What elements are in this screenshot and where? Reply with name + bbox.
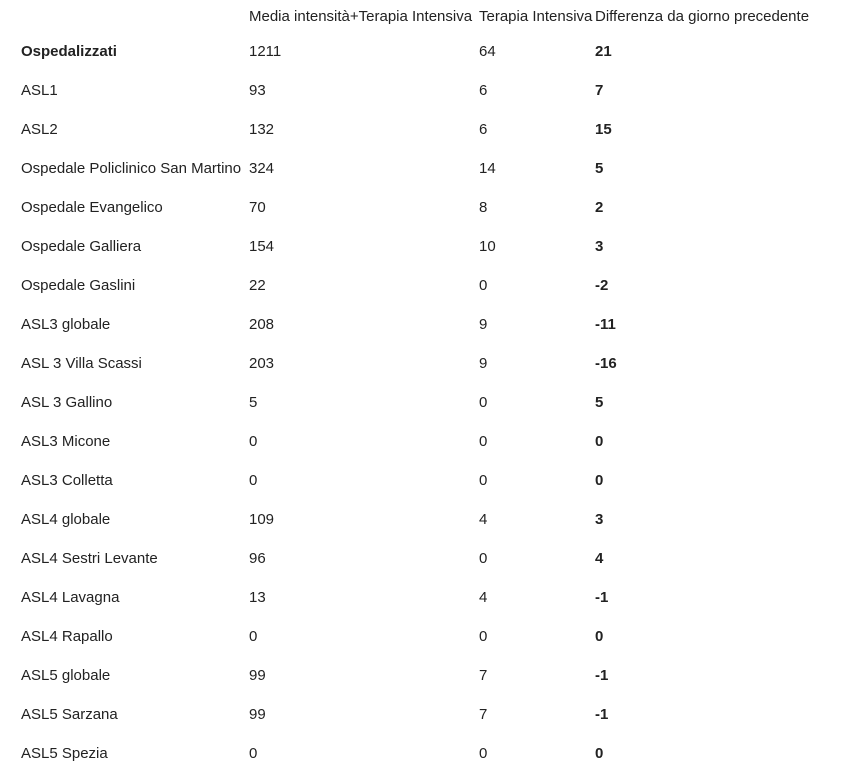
row-terapia-intensiva: 9 xyxy=(479,316,488,333)
row-media-intensita: 1211 xyxy=(249,43,282,60)
row-name: ASL3 globale xyxy=(21,316,111,333)
table-row xyxy=(21,227,835,266)
row-differenza: 2 xyxy=(595,199,604,216)
row-media-intensita: 0 xyxy=(249,628,258,645)
row-terapia-intensiva: 10 xyxy=(479,238,496,255)
row-terapia-intensiva: 7 xyxy=(479,706,488,723)
row-terapia-intensiva: 7 xyxy=(479,667,488,684)
row-terapia-intensiva: 0 xyxy=(479,277,488,294)
row-media-intensita: 99 xyxy=(249,706,266,723)
row-media-intensita: 0 xyxy=(249,472,258,489)
table-row xyxy=(21,344,835,383)
row-name: ASL4 Lavagna xyxy=(21,589,120,606)
row-name: ASL 3 Villa Scassi xyxy=(21,355,142,372)
row-differenza: 3 xyxy=(595,511,604,528)
table-row xyxy=(21,110,835,149)
row-terapia-intensiva: 64 xyxy=(479,43,496,60)
row-differenza: 4 xyxy=(595,550,604,567)
row-differenza: -1 xyxy=(595,667,609,684)
row-terapia-intensiva: 6 xyxy=(479,82,488,99)
row-differenza: 15 xyxy=(595,121,612,138)
header-differenza: Differenza da giorno precedente xyxy=(595,7,810,25)
row-differenza: 0 xyxy=(595,472,604,489)
table-row xyxy=(21,32,835,71)
table-row xyxy=(21,734,835,773)
table-body xyxy=(21,32,835,773)
row-name: Ospedale Evangelico xyxy=(21,199,163,216)
row-terapia-intensiva: 0 xyxy=(479,628,488,645)
row-terapia-intensiva: 6 xyxy=(479,121,488,138)
row-media-intensita: 0 xyxy=(249,433,258,450)
table-row xyxy=(21,461,835,500)
table-row xyxy=(21,71,835,110)
row-name: ASL4 Sestri Levante xyxy=(21,550,158,567)
row-name: Ospedale Gaslini xyxy=(21,277,136,294)
row-media-intensita: 93 xyxy=(249,82,266,99)
row-terapia-intensiva: 0 xyxy=(479,433,488,450)
row-terapia-intensiva: 9 xyxy=(479,355,488,372)
row-media-intensita: 203 xyxy=(249,355,275,372)
row-name: ASL 3 Gallino xyxy=(21,394,113,411)
table-row xyxy=(21,656,835,695)
row-name: ASL4 Rapallo xyxy=(21,628,113,645)
row-differenza: 5 xyxy=(595,160,604,177)
row-media-intensita: 13 xyxy=(249,589,266,606)
row-differenza: 0 xyxy=(595,433,604,450)
row-media-intensita: 109 xyxy=(249,511,275,528)
row-differenza: -1 xyxy=(595,589,609,606)
row-differenza: -2 xyxy=(595,277,609,294)
row-name: ASL3 Colletta xyxy=(21,472,113,489)
table-row xyxy=(21,266,835,305)
row-name: ASL1 xyxy=(21,82,58,99)
row-media-intensita: 132 xyxy=(249,121,275,138)
row-name: ASL4 globale xyxy=(21,511,111,528)
row-terapia-intensiva: 0 xyxy=(479,394,488,411)
row-media-intensita: 99 xyxy=(249,667,266,684)
table-row xyxy=(21,149,835,188)
hospitalization-table xyxy=(21,0,835,773)
row-name: Ospedale Policlinico San Martino xyxy=(21,160,242,177)
row-differenza: 5 xyxy=(595,394,604,411)
row-terapia-intensiva: 0 xyxy=(479,745,488,762)
table-row xyxy=(21,578,835,617)
row-media-intensita: 208 xyxy=(249,316,275,333)
row-name: ASL3 Micone xyxy=(21,433,111,450)
table-row xyxy=(21,305,835,344)
row-name: ASL2 xyxy=(21,121,58,138)
row-terapia-intensiva: 8 xyxy=(479,199,488,216)
row-differenza: 21 xyxy=(595,43,612,60)
row-media-intensita: 70 xyxy=(249,199,266,216)
table-header-row xyxy=(21,0,835,32)
row-differenza: -1 xyxy=(595,706,609,723)
header-terapia-intensiva: Terapia Intensiva xyxy=(479,7,593,25)
table-row xyxy=(21,422,835,461)
row-terapia-intensiva: 0 xyxy=(479,472,488,489)
row-name: ASL5 Spezia xyxy=(21,745,108,762)
row-terapia-intensiva: 4 xyxy=(479,511,488,528)
row-media-intensita: 22 xyxy=(249,277,266,294)
row-media-intensita: 154 xyxy=(249,238,275,255)
row-name: ASL5 globale xyxy=(21,667,111,684)
row-differenza: 0 xyxy=(595,745,604,762)
row-terapia-intensiva: 0 xyxy=(479,550,488,567)
row-terapia-intensiva: 4 xyxy=(479,589,488,606)
row-differenza: -11 xyxy=(595,316,616,333)
row-name: Ospedale Galliera xyxy=(21,238,142,255)
table-row xyxy=(21,539,835,578)
row-differenza: 0 xyxy=(595,628,604,645)
table-row xyxy=(21,188,835,227)
table-row xyxy=(21,383,835,422)
table-row xyxy=(21,617,835,656)
row-terapia-intensiva: 14 xyxy=(479,160,496,177)
row-media-intensita: 5 xyxy=(249,394,258,411)
header-media-intensita: Media intensità+Terapia Intensiva xyxy=(249,7,473,25)
header-name xyxy=(21,0,249,32)
table-row xyxy=(21,500,835,539)
row-media-intensita: 96 xyxy=(249,550,266,567)
row-differenza: -16 xyxy=(595,355,617,372)
row-differenza: 3 xyxy=(595,238,604,255)
row-name: Ospedalizzati xyxy=(21,43,117,60)
row-media-intensita: 0 xyxy=(249,745,258,762)
row-name: ASL5 Sarzana xyxy=(21,706,118,723)
row-media-intensita: 324 xyxy=(249,160,275,177)
row-differenza: 7 xyxy=(595,82,604,99)
table-row xyxy=(21,695,835,734)
